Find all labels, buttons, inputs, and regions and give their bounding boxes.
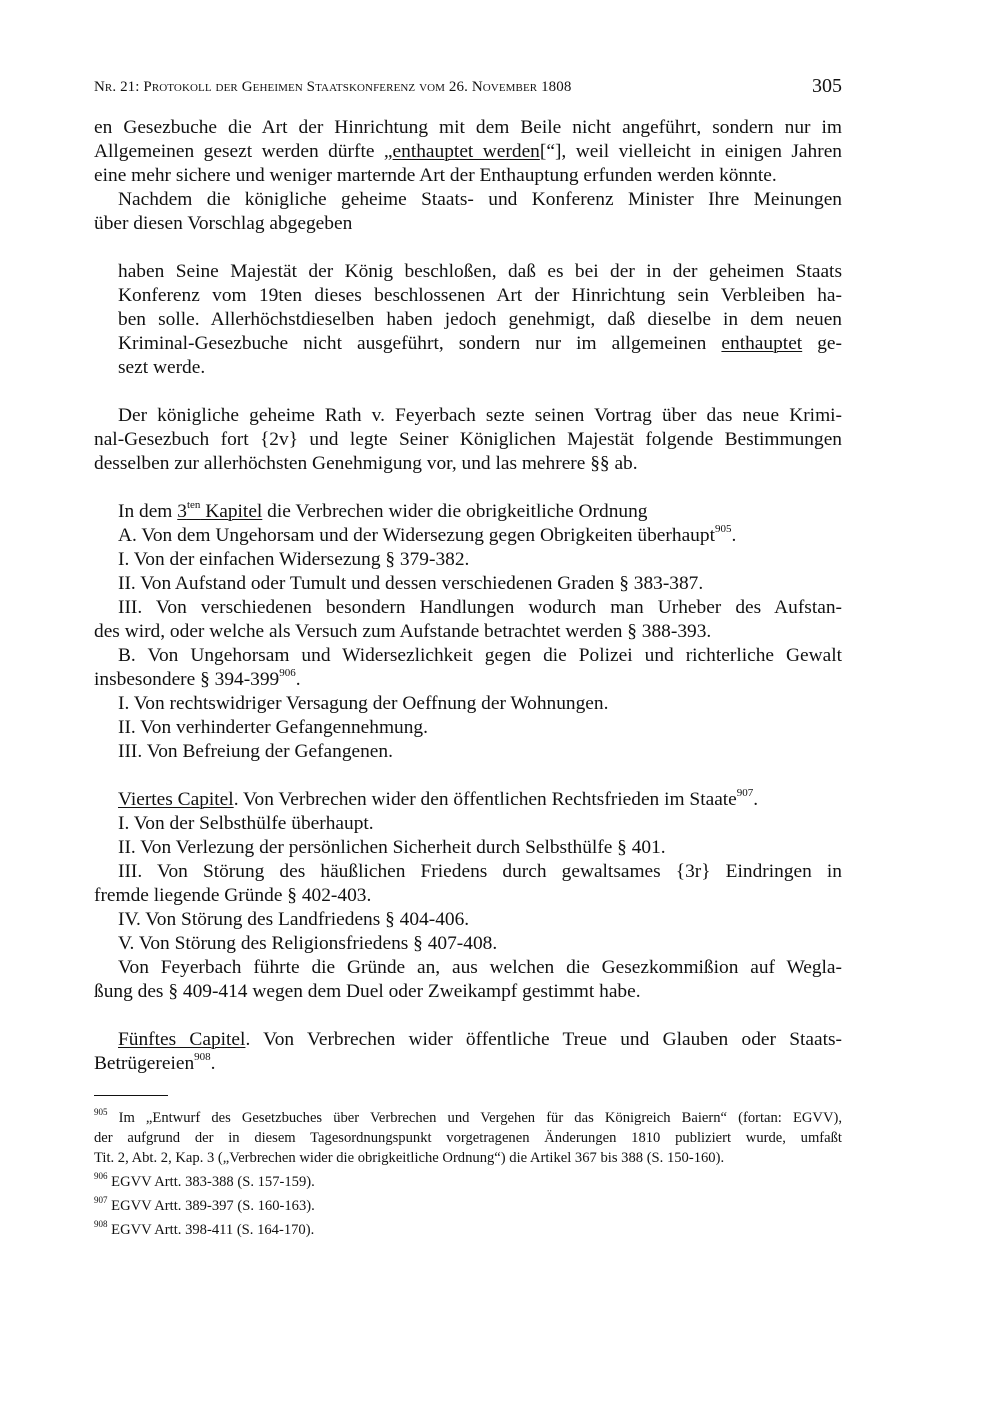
chapter-3-heading	[94, 500, 842, 524]
text-line: en Gesezbuche die Art der Hinrichtung mit dem Beile nicht angeführt, sondern nur im	[94, 117, 842, 138]
chapter-5-label: Fünftes Capitel	[118, 1029, 246, 1050]
main-text	[94, 116, 842, 1076]
text-line: über diesen Vorschlag abgegeben	[94, 213, 353, 234]
spacer	[94, 236, 842, 260]
footnote-line	[94, 1108, 842, 1128]
text-line: Konferenz vom 19ten dieses beschlossenen Art der Hinrichtung sein Verbleiben ha-	[118, 285, 842, 306]
spacer	[94, 1004, 842, 1028]
footnote-907	[94, 1196, 842, 1216]
footnote-number: 906	[94, 1171, 108, 1182]
text-span: Betrügereien	[94, 1053, 195, 1074]
footnote-number: 907	[94, 1195, 108, 1206]
duel-note: Von Feyerbach führte die Gründe an, aus welchen die Gesezkommißion auf Wegla-	[118, 957, 842, 978]
chapter-5-section	[94, 1028, 842, 1076]
text-line: ben solle. Allerhöchstdieselben haben jedoch genehmigt, daß dieselbe in dem neuen	[118, 309, 842, 330]
running-title: Nr. 21: Protokoll der Geheimen Staatskonferenz vom 26. November 1808	[94, 79, 572, 95]
spacer	[94, 764, 842, 788]
text-span: . Von Verbrechen wider öffentliche Treue und Glauben oder Staats-	[245, 1029, 842, 1050]
text-span: EGVV Artt. 389-397 (S. 160-163).	[111, 1198, 315, 1214]
text-span: Kriminal-Gesezbuche nicht ausgeführt, sondern nur im allgemeinen	[118, 333, 722, 354]
footnote-line	[94, 1196, 842, 1216]
paragraph-2	[94, 188, 842, 236]
text-line: Der königliche geheime Rath v. Feyerbach sezte seinen Vortrag über das neue Krimi-	[118, 405, 842, 426]
chapter-4-item-3-cont: fremde liegende Gründe § 402-403.	[94, 885, 372, 906]
text-span: Im „Entwurf des Gesetzbuches über Verbrechen und Vergehen für das Königreich Baiern“ (fortan: EGVV),	[118, 1110, 842, 1126]
footnote-line: Tit. 2, Abt. 2, Kap. 3 („Verbrechen wider die obrigkeitliche Ordnung“) die Artikel 367 bis 388 (S. 150-160).	[94, 1150, 725, 1166]
chapter-4-item-2: II. Von Verlezung der persönlichen Sicherheit durch Selbsthülfe § 401.	[118, 837, 666, 858]
resolution-block	[94, 260, 842, 380]
text-line: sezt werde.	[118, 357, 206, 378]
footnote-ref-905[interactable]: 905	[714, 522, 732, 535]
text-line	[94, 140, 842, 164]
chapter-4-item-5: V. Von Störung des Religionsfriedens § 407-408.	[118, 933, 498, 954]
footnote-905	[94, 1108, 842, 1168]
paragraph-1	[94, 116, 842, 188]
item-a-2: II. Von Aufstand oder Tumult und dessen verschiedenen Graden § 383-387.	[118, 573, 704, 594]
footnote-line: der aufgrund der in diesem Tagesordnungspunkt vorgetragenen Änderungen 1810 publiziert wurde, umfaßt	[94, 1130, 842, 1146]
text-line: eine mehr sichere und weniger marternde Art der Enthauptung erfunden werden könnte.	[94, 165, 777, 186]
chapter-4-item-4: IV. Von Störung des Landfriedens § 404-406.	[118, 909, 470, 930]
ordinal-suffix: ten	[186, 498, 201, 511]
footnote-908	[94, 1220, 842, 1240]
text-span: die Verbrechen wider die obrigkeitliche Ordnung	[262, 501, 648, 522]
chapter-4-heading	[94, 788, 842, 812]
chapter-word: Kapitel	[200, 501, 263, 522]
footnotes	[94, 1108, 842, 1244]
text-span: EGVV Artt. 383-388 (S. 157-159).	[111, 1174, 315, 1190]
text-span: .	[731, 525, 737, 546]
text-line: haben Seine Majestät der König beschloßen, daß es bei der in der geheimen Staats	[118, 261, 842, 282]
chapter-4-item-1: I. Von der Selbsthülfe überhaupt.	[118, 813, 374, 834]
footnote-ref-907[interactable]: 907	[736, 786, 754, 799]
spacer	[94, 476, 842, 500]
text-span: In dem	[118, 501, 178, 522]
running-header	[94, 75, 842, 99]
text-span: A. Von dem Ungehorsam und der Widersezung gegen Obrigkeiten überhaupt	[118, 525, 715, 546]
item-a-3: III. Von verschiedenen besondern Handlungen wodurch man Urheber des Aufstan-	[118, 597, 842, 618]
text-line	[118, 332, 842, 356]
item-a	[94, 524, 842, 548]
spacer	[94, 380, 842, 404]
chapter-4-label: Viertes Capitel	[118, 789, 234, 810]
item-a-3-cont: des wird, oder welche als Versuch zum Aufstande betrachtet werden § 388-393.	[94, 621, 712, 642]
text-line: desselben zur allerhöchsten Genehmigung vor, und las mehrere §§ ab.	[94, 453, 638, 474]
text-line: nal-Gesezbuch fort {2v} und legte Seiner Königlichen Majestät folgende Bestimmungen	[94, 429, 842, 450]
text-span: .	[753, 789, 759, 810]
footnote-ref-906[interactable]: 906	[279, 666, 296, 679]
chapter-4-item-3: III. Von Störung des häußlichen Friedens durch gewaltsames {3r} Eindringen in	[118, 861, 842, 882]
paragraph-4	[94, 404, 842, 476]
footnote-ref-908[interactable]: 908	[194, 1050, 211, 1063]
text-span: insbesondere § 394-399	[94, 669, 280, 690]
chapter-5-heading-cont	[94, 1052, 842, 1076]
footnote-divider	[94, 1095, 168, 1096]
chapter-4-section	[94, 788, 842, 1004]
text-span: . Von Verbrechen wider den öffentlichen Rechtsfrieden im Staate	[233, 789, 737, 810]
footnote-line	[94, 1220, 842, 1240]
duel-note-cont: ßung des § 409-414 wegen dem Duel oder Zweikampf gestimmt habe.	[94, 981, 641, 1002]
chapter-number: 3	[177, 501, 187, 522]
footnote-number: 908	[94, 1219, 108, 1230]
chapter-3-label	[177, 498, 263, 522]
text-span: .	[210, 1053, 216, 1074]
item-b-3: III. Von Befreiung der Gefangenen.	[118, 741, 393, 762]
item-b: B. Von Ungehorsam und Widersezlichkeit gegen die Polizei und richterliche Gewalt	[118, 645, 842, 666]
text-span: .	[295, 669, 301, 690]
underlined-term: enthauptet	[721, 333, 803, 354]
item-b-cont	[94, 668, 842, 692]
footnote-number: 905	[94, 1107, 108, 1118]
page-number: 305	[812, 75, 842, 97]
item-b-2: II. Von verhinderter Gefangennehmung.	[118, 717, 428, 738]
text-line: Nachdem die königliche geheime Staats- und Konferenz Minister Ihre Meinungen	[118, 189, 842, 210]
chapter-3-section	[94, 500, 842, 764]
chapter-5-heading	[94, 1028, 842, 1052]
underlined-term: enthauptet werden	[392, 141, 540, 162]
item-a-1: I. Von der einfachen Widersezung § 379-382.	[118, 549, 470, 570]
text-span: ge-	[802, 333, 842, 354]
footnote-906	[94, 1172, 842, 1192]
text-span: EGVV Artt. 398-411 (S. 164-170).	[111, 1222, 315, 1238]
item-b-1: I. Von rechtswidriger Versagung der Oeffnung der Wohnungen.	[118, 693, 609, 714]
text-span: [“], weil vielleicht in einigen Jahren	[539, 141, 842, 162]
footnote-line	[94, 1172, 842, 1192]
text-span: Allgemeinen gesezt werden dürfte „	[94, 141, 393, 162]
